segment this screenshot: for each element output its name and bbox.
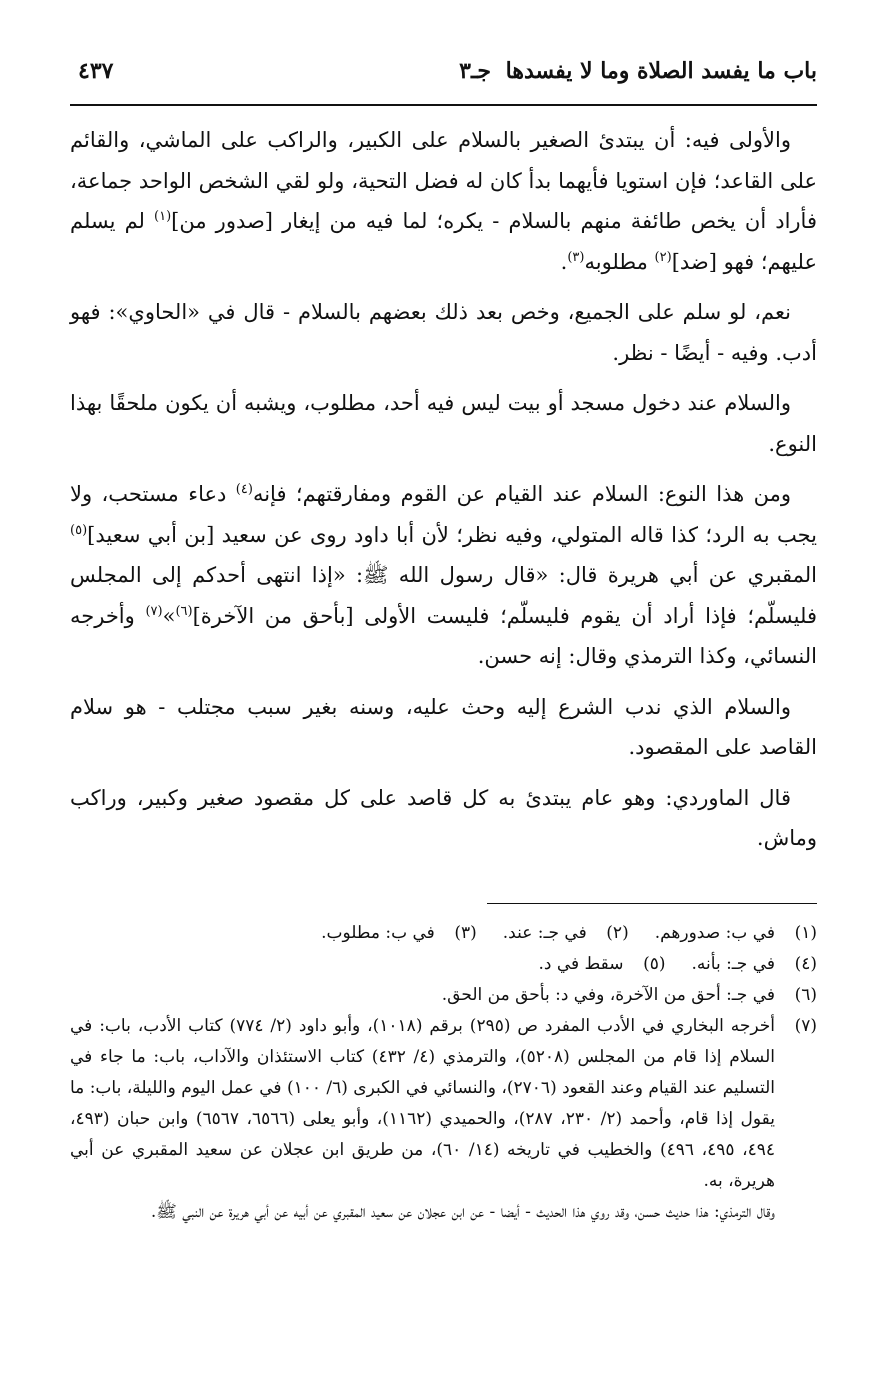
footnote-text: سقط في د. — [538, 954, 624, 974]
footnote-1 — [655, 918, 817, 949]
footnote-label: (١) — [794, 923, 817, 943]
footnote-4 — [692, 949, 817, 980]
text-run: نعم، لو سلم على الجميع، وخص بعد ذلك بعضهم بالسلام - قال في «الحاوي»: فهو أدب. وفيه - أيضًا - نظر. — [70, 300, 817, 365]
footnote-marker: (٥) — [70, 522, 88, 538]
footnote-row-1 — [70, 918, 817, 949]
footnotes — [70, 918, 817, 1228]
page-number: ٤٣٧ — [78, 58, 114, 84]
footnote-text: في ب: صدورهم. — [654, 923, 775, 943]
chapter-title: باب ما يفسد الصلاة وما لا يفسدها — [505, 58, 817, 84]
text-run: وأخرجه النسائي، وكذا الترمذي وقال: إنه حسن. — [70, 603, 817, 668]
footnote-marker: (٣) — [567, 249, 585, 265]
volume-label: جـ٣ — [459, 58, 491, 84]
footnote-row-2 — [70, 949, 817, 980]
footnote-marker: (٦) — [175, 603, 193, 619]
footnote-label: (٣) — [454, 923, 477, 943]
footnote-marker: (١) — [154, 209, 172, 224]
footnote-6 — [70, 980, 817, 1011]
footnote-divider — [487, 903, 817, 904]
main-text — [70, 120, 817, 869]
text-run: قال الماوردي: وهو عام يبتدئ به كل قاصد على كل مقصود صغير وكبير، وراكب وماش. — [70, 785, 817, 850]
text-run: دعاء مستحب، ولا يجب به الرد؛ كذا قاله المتولي، وفيه نظر؛ لأن أبا داود روى عن سعيد [بن أبي سعيد] — [70, 482, 817, 547]
text-run: والأولى فيه: أن يبتدئ الصغير بالسلام على الكبير، والراكب على الماشي، والقائم على القاعد؛ فإن استويا فأيهما بدأ كان له فضل التحية، ولو لقي الشخص الواحد جماعة، فأراد أن يخص طائفة منهم بالسلام - يكره؛ لما فيه من إيغار [صدور من] — [70, 128, 817, 233]
paragraph — [70, 383, 817, 464]
paragraph — [70, 778, 817, 859]
footnote-5 — [538, 949, 665, 980]
paragraph — [70, 120, 817, 282]
footnote-label: (٤) — [794, 954, 817, 974]
footnote-marker: (٧) — [145, 603, 163, 619]
footnote-label: (٢) — [606, 923, 629, 943]
footnote-7 — [70, 1011, 817, 1197]
paragraph — [70, 687, 817, 768]
footnote-3 — [321, 918, 477, 949]
text-run: لم يسلم عليهم؛ فهو [ضد] — [70, 209, 817, 274]
footnote-label: (٧) — [794, 1016, 817, 1036]
footnote-marker: (٢) — [654, 249, 672, 265]
footnote-label: (٥) — [643, 954, 666, 974]
document-page — [70, 0, 817, 1375]
footnote-label: (٦) — [794, 985, 817, 1005]
footnote-text: أخرجه البخاري في الأدب المفرد ص (٢٩٥) برقم (١٠١٨)، وأبو داود (٢/ ٧٧٤) كتاب الأدب، باب: في السلام إذا قام من المجلس (٥٢٠٨)، والترمذي (٤/ ٤٣٢) كتاب الاستئذان والآداب، باب: ما جاء في التسليم عند القيام وعند القعود (٢٧٠٦)، والنسائي في الكبرى (٦/ ١٠٠) في عمل اليوم والليلة، باب: ما يقول إذا قام، وأحمد (٢/ ٢٣٠، ٢٨٧)، والحميدي (١١٦٢)، وأبو يعلى (٦٥٦٦، ٦٥٦٧) وابن حبان (٤٩٣، ٤٩٤، ٤٩٥، ٤٩٦) والخطيب في تاريخه (١٤/ ٦٠)، من طريق ابن عجلان عن سعيد المقبري عن أبي هريرة، به. — [70, 1016, 776, 1191]
header-divider — [70, 104, 817, 106]
text-run: والسلام الذي ندب الشرع إليه وحث عليه، وسنه بغير سبب مجتلب - هو سلام القاصد على المقصود. — [70, 694, 817, 759]
footnote-2 — [503, 918, 629, 949]
text-run: ومن هذا النوع: السلام عند القيام عن القوم ومفارقتهم؛ فإنه — [252, 482, 791, 506]
text-run: والسلام عند دخول مسجد أو بيت ليس فيه أحد، مطلوب، ويشبه أن يكون ملحقًا بهذا النوع. — [70, 391, 817, 456]
footnote-text: في جـ: عند. — [502, 923, 587, 943]
text-run: . — [560, 249, 568, 274]
footnote-marker: (٤) — [235, 482, 253, 497]
text-run: » — [162, 603, 176, 628]
running-header — [70, 58, 817, 98]
footnote-7-continuation: وقال الترمذي: هذا حديث حسن، وقد روي هذا الحديث - أيضا - عن ابن عجلان عن سعيد المقبري عن أبيه عن أبي هريرة عن النبي ﷺ. — [150, 1202, 775, 1222]
text-run: المقبري عن أبي هريرة قال: «قال رسول الله ﷺ: «إذا انتهى أحدكم إلى المجلس فليسلّم؛ فإذا أراد أن يقوم فليسلّم؛ فليست الأولى [بأحق من الآخرة] — [70, 563, 817, 628]
paragraph — [70, 474, 817, 677]
footnote-text: في جـ: أحق من الآخرة، وفي د: بأحق من الحق. — [441, 985, 775, 1005]
footnote-text: في جـ: بأنه. — [691, 954, 775, 974]
paragraph — [70, 292, 817, 373]
text-run: مطلوبه — [584, 249, 655, 274]
footnote-text: في ب: مطلوب. — [321, 923, 435, 943]
